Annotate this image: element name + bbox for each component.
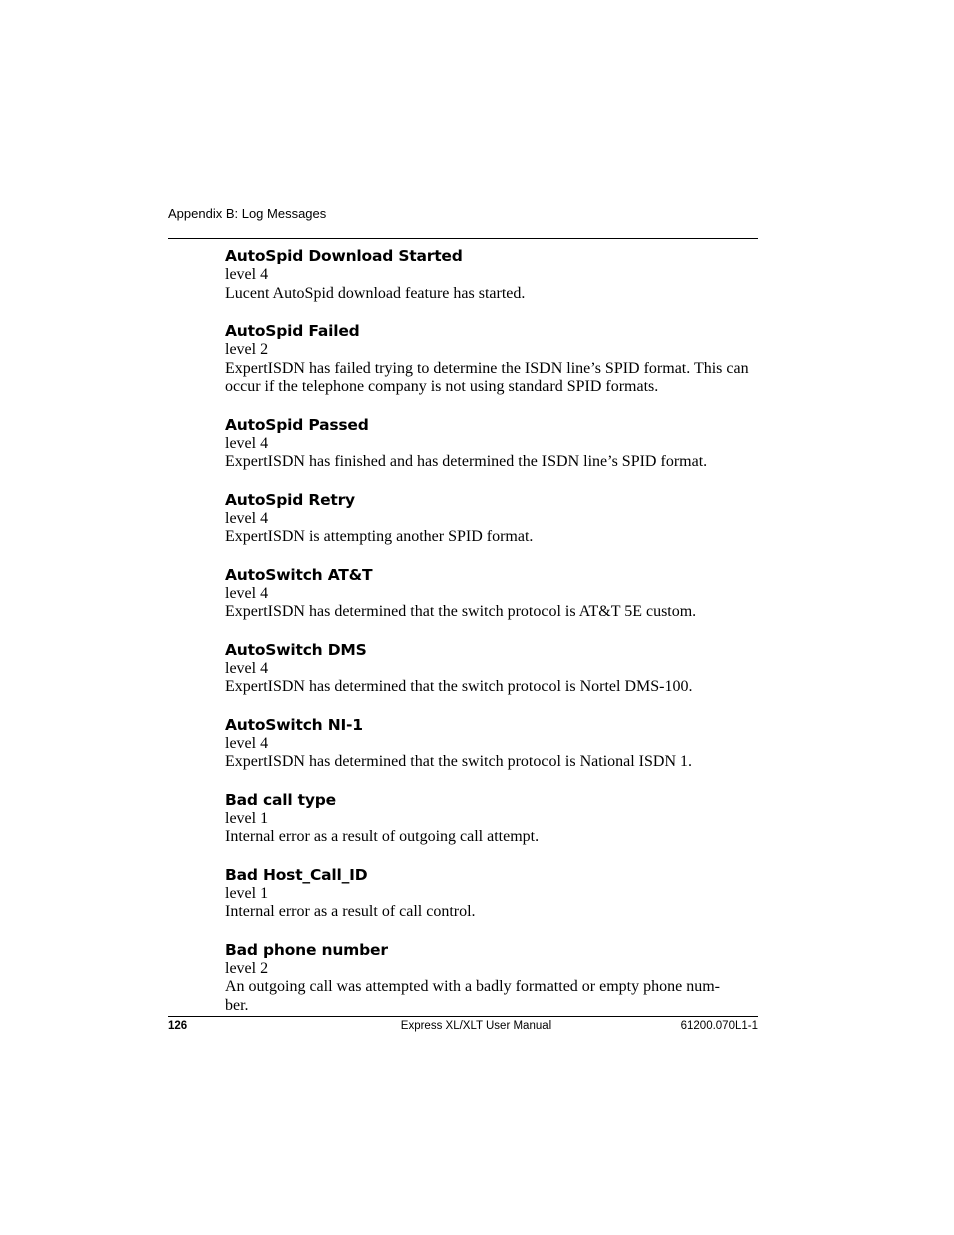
footer-manual-title: [0, 1019, 954, 1034]
entry-description: ExpertISDN is attempting another SPID format.: [225, 528, 534, 545]
entry-description: Lucent AutoSpid download feature has started.: [225, 284, 526, 302]
entry-title: AutoSwitch DMS: [225, 640, 367, 659]
entry-level: level 2: [225, 341, 269, 358]
log-entry: [225, 714, 761, 772]
running-header: Appendix B: Log Messages: [168, 206, 327, 221]
entry-level: level 4: [225, 734, 269, 752]
entry-title: AutoSpid Passed: [225, 415, 369, 434]
entry-title: AutoSpid Failed: [225, 322, 360, 340]
log-entry: [225, 564, 761, 622]
entry-title: AutoSpid Retry: [225, 490, 355, 509]
log-entry: [225, 489, 761, 547]
entry-description: Internal error as a result of call control.: [225, 903, 476, 920]
log-entry: [225, 789, 761, 847]
entry-level: level 4: [225, 584, 269, 602]
entry-level: level 1: [225, 809, 269, 827]
entry-title: AutoSwitch AT&T: [225, 565, 373, 584]
entry-title: Bad phone number: [225, 940, 388, 959]
entry-description: ExpertISDN has determined that the switch protocol is National ISDN 1.: [225, 753, 693, 770]
document-number: 61200.070L1-1: [680, 1020, 758, 1032]
log-entry: [225, 414, 761, 472]
entry-level: level 4: [225, 434, 269, 452]
log-entry: [225, 320, 761, 397]
entry-level: level 1: [225, 884, 269, 902]
log-entry: [225, 245, 761, 303]
page-number: 126: [168, 1020, 188, 1032]
entry-title: AutoSwitch NI-1: [225, 715, 363, 734]
entry-level: level 4: [225, 659, 269, 677]
log-entry: [225, 864, 761, 922]
entry-description: ExpertISDN has determined that the switch protocol is AT&T 5E custom.: [225, 603, 697, 620]
entry-title: AutoSpid Download Started: [225, 247, 463, 265]
header-rule: [168, 238, 758, 239]
log-message-list: [225, 245, 761, 1032]
entry-title: Bad Host_Call_ID: [225, 865, 368, 884]
entry-level: level 2: [225, 959, 269, 977]
entry-title: Bad call type: [225, 790, 336, 809]
footer-rule: [168, 1016, 758, 1017]
entry-level: level 4: [225, 266, 269, 283]
manual-title-text: Express XL/XLT User Manual: [400, 1020, 552, 1032]
entry-description: An outgoing call was attempted with a badly formatted or empty phone num- ber.: [225, 978, 720, 1014]
entry-description: ExpertISDN has determined that the switch protocol is Nortel DMS-100.: [225, 678, 693, 695]
log-entry: [225, 639, 761, 697]
entry-description: Internal error as a result of outgoing call attempt.: [225, 828, 540, 845]
log-entry: [225, 939, 761, 1016]
entry-description: ExpertISDN has failed trying to determine the ISDN line’s SPID format. This can occur if the telephone company is not using standard SPID formats.: [225, 359, 749, 395]
entry-description: ExpertISDN has finished and has determined the ISDN line’s SPID format.: [225, 453, 708, 470]
entry-level: level 4: [225, 509, 269, 527]
